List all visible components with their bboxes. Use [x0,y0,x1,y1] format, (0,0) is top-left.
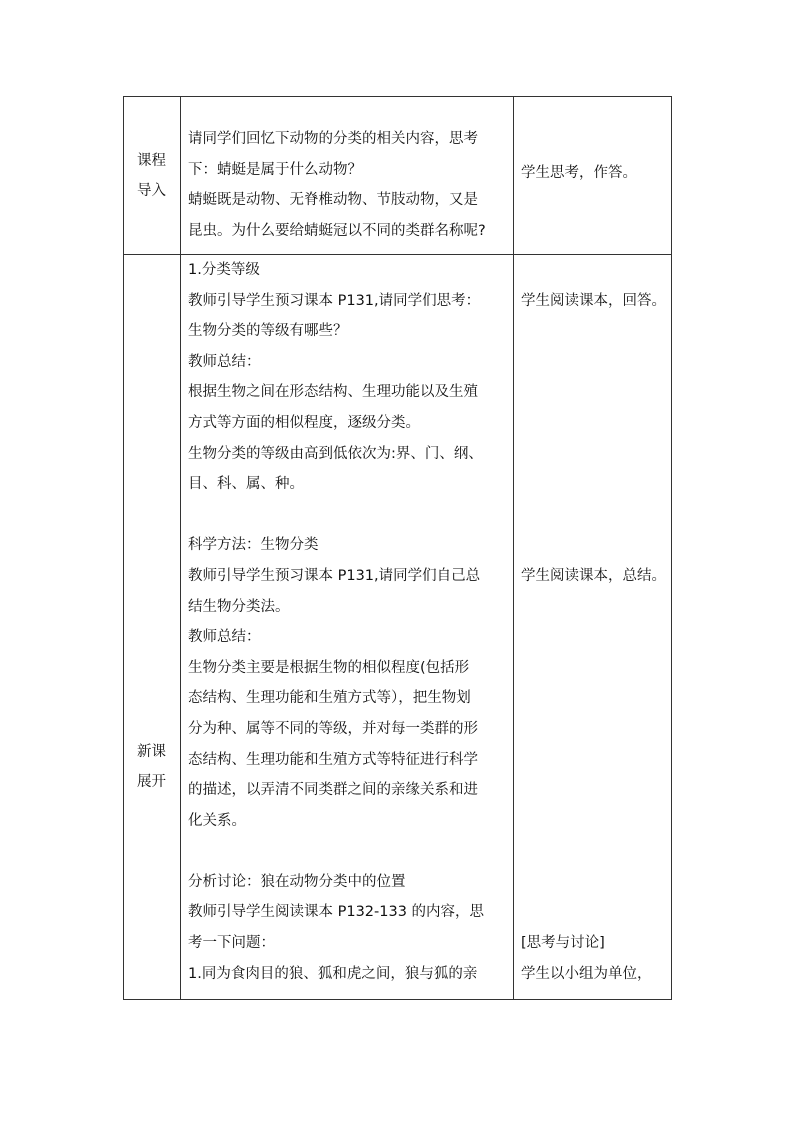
content-line: 态结构、生理功能和生殖方式等），把生物划 [188,690,471,707]
content-line: 生物分类的等级有哪些？ [188,323,348,340]
student-note: 学生思考，作答。 [521,165,637,182]
content-line: 教师引导学生预习课本 P131,请同学们自己总 [188,567,481,584]
content-line: 昆虫。为什么要给蜻蜓冠以不同的类群名称呢? [188,222,486,239]
content-line: 分为种、属等不同的等级，并对每一类群的形 [188,720,478,737]
content-line: 生物分类主要是根据生物的相似程度(包括形 [188,659,470,676]
content-line: 1.同为食肉目的狼、狐和虎之间，狼与狐的亲 [188,965,478,982]
table-row-intro [124,97,672,255]
content-line: 科学方法：生物分类 [188,537,319,554]
stage-label-line2: 导入 [137,182,166,199]
content-line: 根据生物之间在形态结构、生理功能以及生殖 [188,384,478,401]
content-line: 下：蜻蜓是属于什么动物？ [188,161,362,178]
content-line: 结生物分类法。 [188,598,290,615]
teacher-activity-cell-intro [181,97,514,255]
content-line-blank [188,836,509,867]
table-row-new-lesson [124,255,672,1000]
student-activity-cell-intro [514,97,672,255]
content-line: 考一下问题： [188,935,275,952]
content-line: 化关系。 [188,812,246,829]
student-note-discussion-heading: [思考与讨论] [521,935,605,952]
content-line-blank [188,500,509,531]
teacher-activity-cell-new-lesson [181,255,514,1000]
student-activity-cell-new-lesson [514,255,672,1000]
content-line: 目、科、属、种。 [188,476,304,493]
content-line: 蜻蜓既是动物、无脊椎动物、节肢动物，又是 [188,192,478,209]
content-line: 教师引导学生阅读课本 P132-133 的内容，思 [188,904,485,921]
stage-cell-new-lesson [124,255,181,1000]
content-line: 1.分类等级 [188,262,260,278]
content-line: 教师引导学生预习课本 P131,请同学们思考： [188,292,481,309]
content-line: 方式等方面的相似程度，逐级分类。 [188,414,420,431]
content-line: 分析讨论：狼在动物分类中的位置 [188,873,406,890]
content-line: 态结构、生理功能和生殖方式等特征进行科学 [188,751,478,768]
stage-label-line2: 展开 [137,774,166,790]
stage-label-line1: 课程 [137,152,166,169]
lesson-plan-table [123,96,672,1000]
content-line: 教师总结： [188,353,261,370]
student-note-answer: 学生阅读课本，回答。 [521,292,666,309]
content-line: 教师总结： [188,629,261,646]
stage-cell-intro [124,97,181,255]
content-line: 请同学们回忆下动物的分类的相关内容，思考 [188,131,478,147]
content-line: 生物分类的等级由高到低依次为:界、门、纲、 [188,445,483,462]
student-note-group: 学生以小组为单位， [521,965,652,982]
stage-label-line1: 新课 [137,744,166,760]
content-line: 的描述，以弄清不同类群之间的亲缘关系和进 [188,782,478,799]
student-note-summary: 学生阅读课本，总结。 [521,567,666,584]
